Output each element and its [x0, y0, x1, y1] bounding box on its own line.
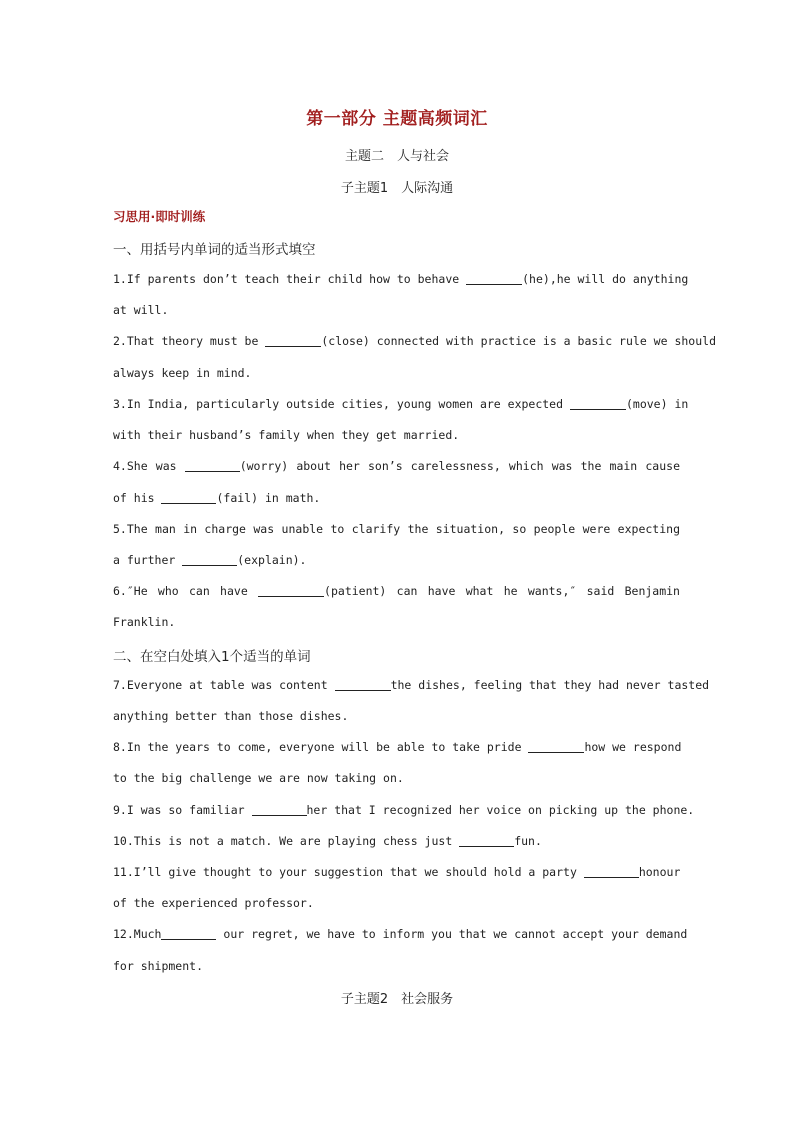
question-line: a further (explain).: [113, 553, 307, 567]
question-line: 11.I’ll give thought to your suggestion that we should hold a party honour: [113, 865, 681, 879]
question-line: 12.Much our regret, we have to inform you that we cannot accept your demand: [113, 927, 688, 941]
question-line: with their husband’s family when they get married.: [113, 428, 460, 442]
question-line: anything better than those dishes.: [113, 709, 349, 723]
question-line: 5.The man in charge was unable to clarify the situation, so people were expecting: [113, 522, 680, 536]
section-heading: 二、在空白处填入1个适当的单词: [113, 649, 311, 665]
question-line: 10.This is not a match. We are playing chess just fun.: [113, 834, 542, 848]
answer-blank[interactable]: [584, 865, 639, 878]
question-line: to the big challenge we are now taking on.: [113, 771, 404, 785]
answer-blank[interactable]: [335, 678, 391, 691]
answer-blank[interactable]: [252, 803, 307, 816]
theme-heading: 主题二 人与社会: [344, 149, 449, 164]
answer-blank[interactable]: [265, 334, 321, 347]
question-line: 4.She was (worry) about her son’s carelessness, which was the main cause: [113, 459, 680, 473]
question-line: of his (fail) in math.: [113, 491, 321, 505]
question-line: 7.Everyone at table was content the dishes, feeling that they had never tasted: [113, 678, 710, 692]
answer-blank[interactable]: [161, 927, 216, 940]
answer-blank[interactable]: [459, 834, 514, 847]
question-line: 1.If parents don’t teach their child how to behave (he),he will do anything: [113, 272, 689, 286]
question-line: 3.In India, particularly outside cities, young women are expected (move) in: [113, 397, 689, 411]
question-line: 8.In the years to come, everyone will be able to take pride how we respond: [113, 740, 682, 754]
question-line: 6.″He who can have (patient) can have what he wants,″ said Benjamin: [113, 584, 680, 598]
answer-blank[interactable]: [570, 397, 626, 410]
question-line: of the experienced professor.: [113, 896, 314, 910]
answer-blank[interactable]: [161, 491, 216, 504]
question-line: Franklin.: [113, 615, 176, 629]
answer-blank[interactable]: [185, 459, 240, 472]
page-title: 第一部分 主题高频词汇: [306, 109, 488, 129]
question-line: 2.That theory must be (close) connected with practice is a basic rule we should: [113, 334, 716, 348]
section-heading: 一、用括号内单词的适当形式填空: [113, 242, 316, 258]
answer-blank[interactable]: [528, 740, 584, 753]
answer-blank[interactable]: [258, 584, 324, 597]
question-line: for shipment.: [113, 959, 204, 973]
question-line: always keep in mind.: [113, 366, 252, 380]
subtheme-heading: 子主题1 人际沟通: [340, 181, 454, 196]
answer-blank[interactable]: [182, 553, 237, 566]
answer-blank[interactable]: [466, 272, 522, 285]
subtheme-heading: 子主题2 社会服务: [340, 992, 454, 1007]
practice-tag: 习思用·即时训练: [113, 209, 206, 224]
question-line: 9.I was so familiar her that I recognized her voice on picking up the phone.: [113, 803, 695, 817]
question-line: at will.: [113, 303, 169, 317]
